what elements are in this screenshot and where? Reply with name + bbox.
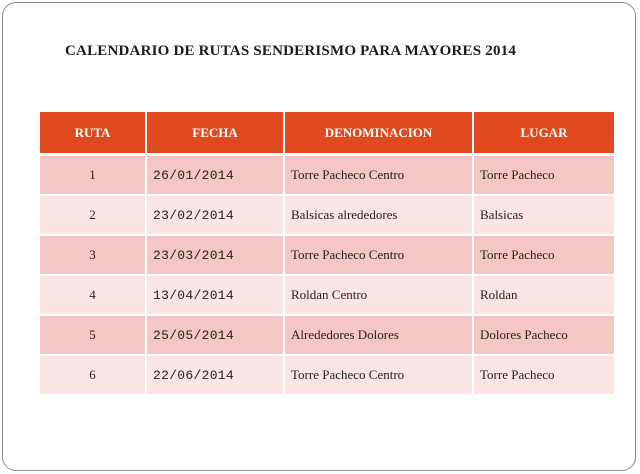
header-ruta: RUTA — [40, 112, 146, 155]
cell-ruta: 5 — [40, 315, 146, 355]
cell-lugar: Balsicas — [473, 195, 614, 235]
cell-fecha: 23/02/2014 — [146, 195, 284, 235]
table-row — [40, 195, 614, 235]
header-fecha: FECHA — [146, 112, 284, 155]
slide-frame — [2, 2, 636, 471]
cell-ruta: 6 — [40, 355, 146, 395]
cell-denominacion: Alrededores Dolores — [284, 315, 473, 355]
table-header-row — [40, 112, 614, 155]
header-lugar: LUGAR — [473, 112, 614, 155]
table-row — [40, 235, 614, 275]
cell-fecha: 22/06/2014 — [146, 355, 284, 395]
cell-lugar: Dolores Pacheco — [473, 315, 614, 355]
cell-denominacion: Torre Pacheco Centro — [284, 155, 473, 196]
table-row — [40, 315, 614, 355]
table-row — [40, 155, 614, 196]
cell-fecha: 13/04/2014 — [146, 275, 284, 315]
cell-fecha: 25/05/2014 — [146, 315, 284, 355]
cell-ruta: 1 — [40, 155, 146, 196]
cell-denominacion: Roldan Centro — [284, 275, 473, 315]
cell-denominacion: Balsicas alrededores — [284, 195, 473, 235]
cell-ruta: 2 — [40, 195, 146, 235]
cell-lugar: Torre Pacheco — [473, 355, 614, 395]
cell-fecha: 23/03/2014 — [146, 235, 284, 275]
table-row — [40, 355, 614, 395]
cell-denominacion: Torre Pacheco Centro — [284, 355, 473, 395]
cell-ruta: 3 — [40, 235, 146, 275]
cell-fecha: 26/01/2014 — [146, 155, 284, 196]
cell-ruta: 4 — [40, 275, 146, 315]
cell-lugar: Torre Pacheco — [473, 155, 614, 196]
routes-table — [40, 112, 614, 396]
page-title: CALENDARIO DE RUTAS SENDERISMO PARA MAYORES 2014 — [65, 43, 517, 59]
cell-lugar: Roldan — [473, 275, 614, 315]
cell-denominacion: Torre Pacheco Centro — [284, 235, 473, 275]
cell-lugar: Torre Pacheco — [473, 235, 614, 275]
header-denominacion: DENOMINACION — [284, 112, 473, 155]
table-row — [40, 275, 614, 315]
